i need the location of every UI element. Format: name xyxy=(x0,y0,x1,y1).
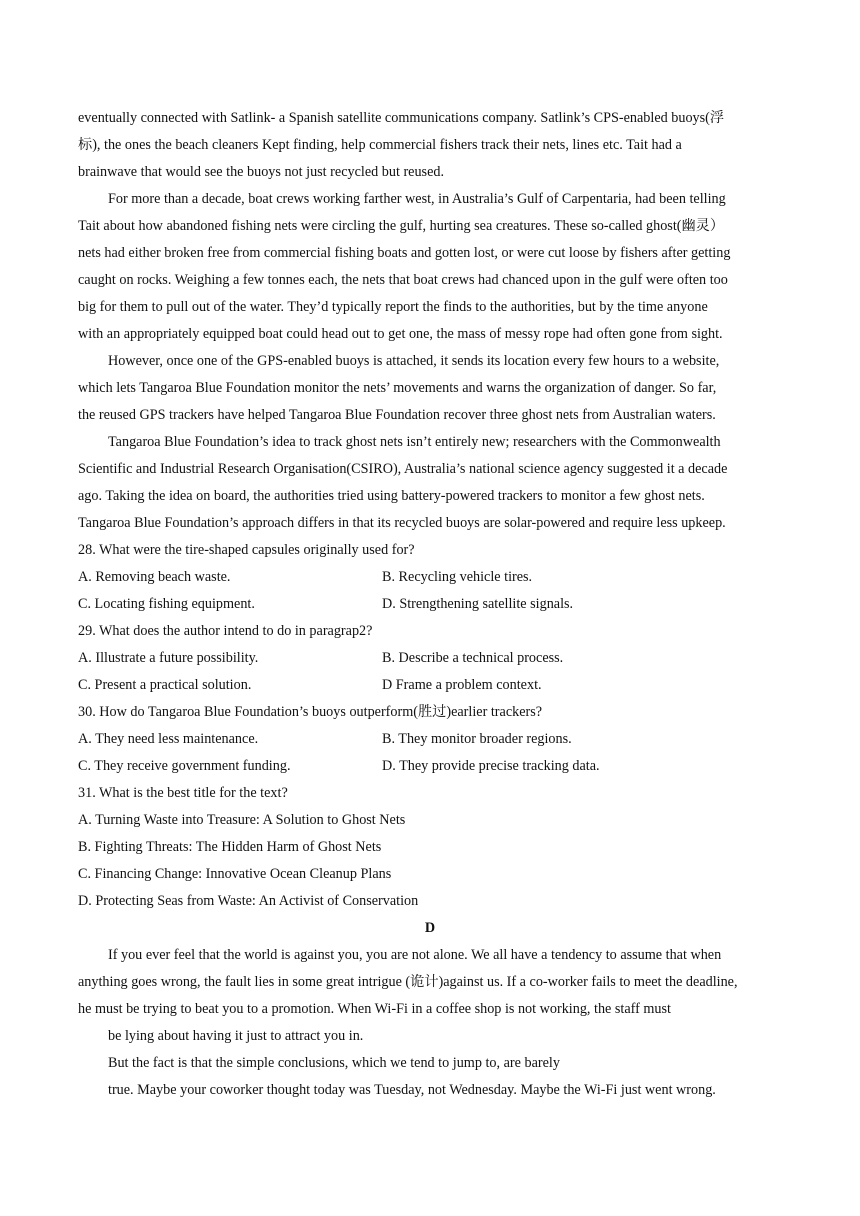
question-28-option-b: B. Recycling vehicle tires. xyxy=(382,569,533,585)
passage-line: 标), the ones the beach cleaners Kept finding, help commercial fishers track their nets, lines etc. Tait had a xyxy=(78,137,682,153)
question-29-option-a: A. Illustrate a future possibility. xyxy=(78,650,259,666)
question-31-stem: 31. What is the best title for the text? xyxy=(78,785,288,801)
question-31-option-c: C. Financing Change: Innovative Ocean Cleanup Plans xyxy=(78,866,392,882)
passage-line: nets had either broken free from commercial fishing boats and gotten lost, or were cut loose by fishers after getting xyxy=(78,245,731,261)
question-30-stem: 30. How do Tangaroa Blue Foundation’s buoys outperform(胜过)earlier trackers? xyxy=(78,704,543,720)
passage-line: with an appropriately equipped boat could head out to get one, the mass of messy rope had often gone from sight. xyxy=(78,326,723,342)
passage-line: Tangaroa Blue Foundation’s approach differs in that its recycled buoys are solar-powered and require less upkeep. xyxy=(78,515,726,531)
passage-line: brainwave that would see the buoys not just recycled but reused. xyxy=(78,164,445,180)
passage-line: However, once one of the GPS-enabled buoys is attached, it sends its location every few hours to a website, xyxy=(108,353,720,369)
passage-line: caught on rocks. Weighing a few tonnes each, the nets that boat crews had chanced upon in the gulf were often too xyxy=(78,272,728,288)
passage-line: For more than a decade, boat crews working farther west, in Australia’s Gulf of Carpentaria, had been telling xyxy=(108,191,726,207)
question-30-option-c: C. They receive government funding. xyxy=(78,758,291,774)
passage-line: ago. Taking the idea on board, the authorities tried using battery-powered trackers to monitor a few ghost nets. xyxy=(78,488,705,504)
question-28-stem: 28. What were the tire-shaped capsules originally used for? xyxy=(78,542,415,558)
passage-line: Tait about how abandoned fishing nets were circling the gulf, hurting sea creatures. These so-called ghost(幽灵） xyxy=(78,218,725,234)
passage-line: eventually connected with Satlink- a Spanish satellite communications company. Satlink’s CPS-enabled buoys(浮 xyxy=(78,110,725,126)
question-28-option-c: C. Locating fishing equipment. xyxy=(78,596,255,612)
question-30-option-a: A. They need less maintenance. xyxy=(78,731,259,747)
question-29-option-c: C. Present a practical solution. xyxy=(78,677,252,693)
passage-line: true. Maybe your coworker thought today was Tuesday, not Wednesday. Maybe the Wi-Fi just went wrong. xyxy=(108,1082,716,1098)
question-30-option-b: B. They monitor broader regions. xyxy=(382,731,572,747)
passage-line: which lets Tangaroa Blue Foundation monitor the nets’ movements and warns the organization of danger. So far, xyxy=(78,380,717,396)
passage-line: Scientific and Industrial Research Organisation(CSIRO), Australia’s national science agency suggested it a decade xyxy=(78,461,728,477)
section-heading: D xyxy=(424,920,436,936)
question-29-stem: 29. What does the author intend to do in paragrap2? xyxy=(78,623,373,639)
passage-line: Tangaroa Blue Foundation’s idea to track ghost nets isn’t entirely new; researchers with the Commonwealth xyxy=(108,434,721,450)
passage-line: he must be trying to beat you to a promotion. When Wi-Fi in a coffee shop is not working, the staff must xyxy=(78,1001,671,1017)
question-31-option-a: A. Turning Waste into Treasure: A Solution to Ghost Nets xyxy=(78,812,406,828)
passage-line: be lying about having it just to attract you in. xyxy=(108,1028,364,1044)
passage-line: If you ever feel that the world is against you, you are not alone. We all have a tendency to assume that when xyxy=(108,947,722,963)
question-29-option-d: D Frame a problem context. xyxy=(382,677,542,693)
question-31-option-d: D. Protecting Seas from Waste: An Activist of Conservation xyxy=(78,893,419,909)
question-31-option-b: B. Fighting Threats: The Hidden Harm of Ghost Nets xyxy=(78,839,382,855)
question-29-option-b: B. Describe a technical process. xyxy=(382,650,564,666)
passage-line: But the fact is that the simple conclusions, which we tend to jump to, are barely xyxy=(108,1055,560,1071)
question-28-option-a: A. Removing beach waste. xyxy=(78,569,231,585)
passage-line: the reused GPS trackers have helped Tangaroa Blue Foundation recover three ghost nets from Australian waters. xyxy=(78,407,716,423)
passage-line: big for them to pull out of the water. They’d typically report the finds to the authorities, but by the time anyone xyxy=(78,299,708,315)
question-30-option-d: D. They provide precise tracking data. xyxy=(382,758,600,774)
question-28-option-d: D. Strengthening satellite signals. xyxy=(382,596,574,612)
passage-line: anything goes wrong, the fault lies in some great intrigue (诡计)against us. If a co-worker fails to meet the deadline, xyxy=(78,974,738,990)
